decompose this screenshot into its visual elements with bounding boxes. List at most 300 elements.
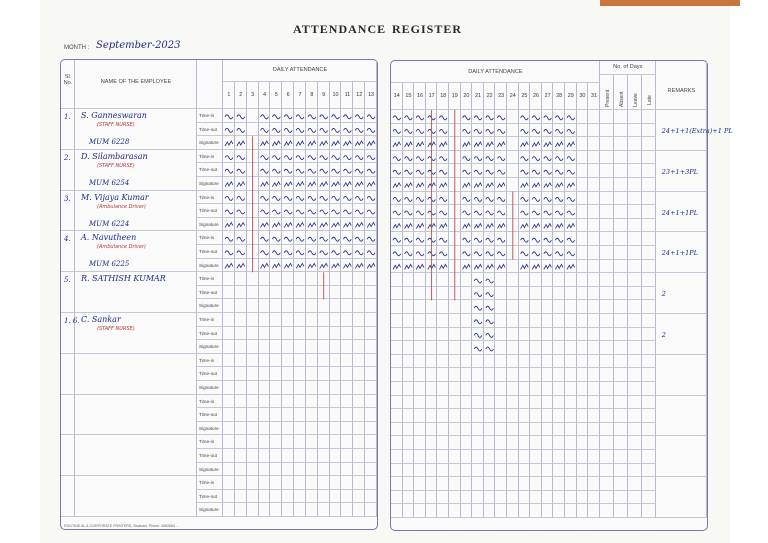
handwritten-mark — [284, 196, 292, 200]
handwritten-mark — [555, 252, 563, 256]
handwritten-mark — [555, 238, 563, 242]
handwritten-mark — [567, 157, 575, 161]
row-label: Time-out — [199, 453, 217, 458]
row-label: Signature — [199, 344, 219, 350]
handwritten-mark — [237, 210, 245, 214]
handwritten-mark — [474, 224, 482, 229]
handwritten-mark — [367, 156, 375, 160]
handwritten-mark — [272, 169, 280, 173]
handwritten-mark — [296, 141, 304, 146]
handwritten-mark — [225, 115, 233, 119]
handwritten-mark — [272, 141, 280, 146]
handwritten-mark — [532, 183, 540, 188]
handwritten-mark — [567, 142, 575, 147]
handwritten-mark — [405, 183, 413, 188]
handwritten-mark — [296, 169, 304, 173]
no-of-days-label: No. of Days — [613, 64, 643, 70]
day-number: 19 — [451, 93, 458, 99]
handwritten-mark — [555, 170, 563, 174]
employee-role: (STAFF NURSE) — [97, 122, 135, 128]
handwritten-mark — [308, 210, 316, 214]
handwritten-mark — [416, 197, 424, 201]
handwritten-mark — [225, 156, 233, 160]
handwritten-mark — [332, 251, 340, 255]
day-number: 31 — [590, 93, 597, 99]
handwritten-mark — [343, 263, 351, 268]
handwritten-mark — [332, 237, 340, 241]
handwritten-mark — [474, 264, 482, 269]
handwritten-mark — [544, 170, 552, 174]
handwritten-mark — [296, 128, 304, 132]
handwritten-mark — [486, 211, 494, 215]
day-number: 30 — [579, 93, 586, 99]
handwritten-mark — [320, 210, 328, 214]
handwritten-mark — [320, 169, 328, 173]
handwritten-mark — [532, 157, 540, 161]
handwritten-mark — [463, 129, 471, 133]
handwritten-mark — [416, 116, 424, 120]
handwritten-mark — [261, 128, 269, 132]
handwritten-mark — [474, 142, 482, 147]
handwritten-mark — [332, 156, 340, 160]
handwritten-mark — [343, 115, 351, 119]
handwritten-mark — [497, 252, 505, 256]
handwritten-mark — [355, 223, 363, 228]
handwritten-mark — [367, 128, 375, 132]
handwritten-mark — [284, 210, 292, 214]
handwritten-mark — [474, 183, 482, 188]
handwritten-mark — [393, 264, 401, 269]
handwritten-mark — [555, 197, 563, 201]
handwritten-mark — [439, 238, 447, 242]
handwritten-mark — [237, 169, 245, 173]
handwritten-mark — [261, 182, 269, 187]
handwritten-mark — [486, 333, 494, 337]
handwritten-mark — [237, 115, 245, 119]
handwritten-mark — [555, 224, 563, 229]
day-number: 7 — [298, 92, 302, 98]
handwritten-mark — [486, 293, 494, 297]
remark-value: 2 — [661, 331, 666, 339]
handwritten-mark — [474, 293, 482, 297]
handwritten-mark — [367, 263, 375, 268]
handwritten-mark — [284, 263, 292, 268]
handwritten-mark — [261, 251, 269, 255]
handwritten-mark — [367, 141, 375, 146]
handwritten-mark — [532, 170, 540, 174]
handwritten-mark — [567, 170, 575, 174]
handwritten-mark — [405, 238, 413, 242]
employee-role: (STAFF NURSE) — [97, 326, 135, 332]
right-page-table — [390, 60, 733, 531]
left-page-table — [60, 59, 378, 530]
handwritten-mark — [225, 128, 233, 132]
handwritten-mark — [555, 129, 563, 133]
handwritten-mark — [308, 182, 316, 187]
handwritten-mark — [486, 264, 494, 269]
handwritten-mark — [308, 263, 316, 268]
handwritten-mark — [355, 169, 363, 173]
handwritten-mark — [367, 237, 375, 241]
handwritten-mark — [261, 196, 269, 200]
handwritten-mark — [497, 211, 505, 215]
handwritten-mark — [567, 197, 575, 201]
remark-value: 24+1+1PL — [661, 249, 698, 258]
handwritten-mark — [416, 224, 424, 229]
handwritten-mark — [261, 115, 269, 119]
handwritten-mark — [272, 196, 280, 200]
handwritten-mark — [532, 224, 540, 229]
handwritten-mark — [486, 347, 494, 351]
row-label: Signature — [199, 385, 219, 390]
handwritten-mark — [343, 223, 351, 228]
handwritten-mark — [261, 141, 269, 146]
handwritten-mark — [463, 157, 471, 161]
handwritten-mark — [486, 238, 494, 242]
handwritten-mark — [355, 128, 363, 132]
handwritten-mark — [284, 169, 292, 173]
day-number: 23 — [498, 93, 505, 99]
handwritten-mark — [416, 129, 424, 133]
day-number: 13 — [368, 92, 375, 98]
handwritten-mark — [405, 142, 413, 147]
row-label: Signature — [199, 466, 219, 472]
handwritten-mark — [544, 238, 552, 242]
handwritten-mark — [332, 223, 340, 228]
employee-id: MUM 6228 — [89, 138, 130, 146]
day-number: 1 — [227, 92, 231, 98]
employee-header-label: NAME OF THE EMPLOYEE — [100, 79, 172, 85]
handwritten-mark — [567, 129, 575, 133]
handwritten-mark — [355, 251, 363, 255]
handwritten-mark — [343, 196, 351, 200]
handwritten-mark — [439, 170, 447, 174]
handwritten-mark — [474, 157, 482, 161]
handwritten-mark — [393, 129, 401, 133]
row-label: Time-in — [199, 276, 215, 282]
day-number: 2 — [239, 92, 243, 98]
daily-attendance-label: DAILY ATTENDANCE — [468, 69, 523, 75]
handwritten-mark — [497, 116, 505, 120]
handwritten-mark — [343, 182, 351, 187]
row-label: Time-out — [199, 249, 217, 254]
handwritten-mark — [497, 183, 505, 188]
handwritten-mark — [463, 197, 471, 201]
handwritten-mark — [567, 116, 575, 120]
day-number: 11 — [344, 92, 351, 98]
handwritten-mark — [544, 211, 552, 215]
handwritten-mark — [284, 128, 292, 132]
handwritten-mark — [296, 237, 304, 241]
handwritten-mark — [439, 116, 447, 120]
handwritten-mark — [225, 223, 233, 228]
day-number: 24 — [509, 93, 516, 99]
handwritten-mark — [355, 196, 363, 200]
handwritten-mark — [332, 182, 340, 187]
row-label: Signature — [199, 181, 219, 186]
handwritten-mark — [463, 238, 471, 242]
handwritten-mark — [272, 210, 280, 214]
handwritten-mark — [272, 115, 280, 119]
handwritten-mark — [474, 333, 482, 337]
handwritten-mark — [439, 142, 447, 147]
day-number: 4 — [262, 92, 266, 98]
day-number: 20 — [463, 93, 470, 99]
handwritten-mark — [405, 211, 413, 215]
handwritten-mark — [284, 223, 292, 228]
handwritten-entries — [391, 61, 707, 530]
handwritten-mark — [393, 224, 401, 229]
handwritten-mark — [567, 238, 575, 242]
handwritten-mark — [544, 183, 552, 188]
handwritten-mark — [405, 170, 413, 174]
handwritten-mark — [308, 223, 316, 228]
handwritten-mark — [474, 252, 482, 256]
handwritten-mark — [367, 182, 375, 187]
handwritten-mark — [367, 223, 375, 228]
handwritten-mark — [261, 210, 269, 214]
handwritten-mark — [567, 211, 575, 215]
row-label: Time-out — [199, 493, 217, 499]
handwritten-mark — [486, 197, 494, 201]
handwritten-mark — [320, 182, 328, 187]
handwritten-mark — [237, 263, 245, 268]
handwritten-mark — [532, 238, 540, 242]
sl-number: 5. — [64, 276, 71, 285]
handwritten-mark — [393, 238, 401, 242]
handwritten-mark — [343, 141, 351, 146]
handwritten-mark — [497, 238, 505, 242]
row-label: Time-in — [199, 398, 215, 404]
handwritten-mark — [521, 264, 529, 269]
handwritten-mark — [486, 129, 494, 133]
month-value: September-2023 — [96, 40, 181, 51]
handwritten-mark — [296, 251, 304, 255]
sl-number: 3. — [64, 194, 71, 203]
handwritten-mark — [393, 142, 401, 147]
day-number: 22 — [486, 93, 493, 99]
handwritten-mark — [393, 183, 401, 188]
day-number: 8 — [310, 92, 314, 98]
handwritten-mark — [532, 197, 540, 201]
handwritten-mark — [320, 141, 328, 146]
handwritten-mark — [521, 157, 529, 161]
handwritten-mark — [225, 237, 233, 241]
handwritten-mark — [532, 129, 540, 133]
handwritten-mark — [544, 116, 552, 120]
handwritten-mark — [416, 252, 424, 256]
handwritten-mark — [308, 237, 316, 241]
handwritten-mark — [320, 223, 328, 228]
handwritten-mark — [367, 210, 375, 214]
handwritten-mark — [405, 264, 413, 269]
handwritten-mark — [225, 182, 233, 187]
leave-label: Leave — [632, 93, 639, 107]
handwritten-mark — [308, 169, 316, 173]
handwritten-mark — [416, 238, 424, 242]
handwritten-mark — [343, 156, 351, 160]
handwritten-mark — [521, 252, 529, 256]
handwritten-mark — [439, 183, 447, 188]
employee-name: D. Silambarasan — [81, 151, 148, 161]
handwritten-mark — [296, 196, 304, 200]
day-number: 5 — [274, 92, 278, 98]
handwritten-mark — [405, 252, 413, 256]
printer-footer: ROUTINE AL & CORPORATE PRINTERS, Sivakasi. Phone: 4562684 ... — [64, 524, 180, 528]
handwritten-mark — [474, 129, 482, 133]
handwritten-mark — [272, 237, 280, 241]
handwritten-mark — [532, 116, 540, 120]
handwritten-mark — [355, 156, 363, 160]
handwritten-mark — [320, 237, 328, 241]
handwritten-mark — [332, 128, 340, 132]
employee-name: R. SATHISH KUMAR — [81, 274, 166, 284]
employee-role: (STAFF NURSE) — [97, 162, 135, 169]
handwritten-mark — [497, 264, 505, 269]
handwritten-mark — [332, 196, 340, 200]
handwritten-mark — [405, 116, 413, 120]
handwritten-mark — [284, 156, 292, 160]
handwritten-mark — [486, 142, 494, 147]
handwritten-mark — [416, 211, 424, 215]
handwritten-mark — [393, 170, 401, 174]
month-label: MONTH : — [64, 45, 90, 51]
employee-name: C. Sankar — [81, 315, 121, 324]
row-label: Time-out — [199, 371, 217, 377]
handwritten-mark — [405, 129, 413, 133]
handwritten-mark — [497, 224, 505, 229]
handwritten-mark — [521, 170, 529, 174]
handwritten-mark — [521, 224, 529, 229]
handwritten-mark — [463, 142, 471, 147]
handwritten-mark — [355, 210, 363, 214]
handwritten-mark — [296, 115, 304, 119]
absent-label: Absent — [618, 91, 625, 107]
day-number: 17 — [428, 93, 435, 99]
handwritten-mark — [405, 197, 413, 201]
handwritten-mark — [405, 157, 413, 161]
sl-number: 1. — [64, 113, 71, 121]
handwritten-mark — [474, 320, 482, 324]
handwritten-mark — [320, 128, 328, 132]
sl-number: 4. — [64, 235, 71, 244]
day-number: 21 — [474, 93, 481, 99]
handwritten-mark — [355, 182, 363, 187]
handwritten-mark — [463, 183, 471, 188]
handwritten-mark — [332, 210, 340, 214]
handwritten-mark — [296, 182, 304, 187]
handwritten-mark — [367, 115, 375, 119]
remark-value: 24+1+1(Extra)+1 PL — [661, 127, 733, 135]
day-number: 12 — [356, 92, 363, 98]
handwritten-mark — [332, 169, 340, 173]
handwritten-mark — [272, 128, 280, 132]
handwritten-mark — [486, 157, 494, 161]
handwritten-mark — [497, 129, 505, 133]
handwritten-mark — [343, 128, 351, 132]
handwritten-mark — [439, 157, 447, 161]
handwritten-mark — [237, 251, 245, 255]
handwritten-mark — [296, 223, 304, 228]
handwritten-mark — [486, 170, 494, 174]
handwritten-mark — [463, 116, 471, 120]
handwritten-mark — [332, 141, 340, 146]
handwritten-mark — [296, 210, 304, 214]
handwritten-mark — [272, 251, 280, 255]
handwritten-mark — [343, 237, 351, 241]
handwritten-mark — [439, 129, 447, 133]
handwritten-mark — [237, 182, 245, 187]
handwritten-mark — [367, 169, 375, 173]
handwritten-mark — [474, 306, 482, 310]
handwritten-mark — [393, 116, 401, 120]
handwritten-mark — [463, 170, 471, 174]
employee-role: (Ambulance Driver) — [97, 244, 146, 251]
handwritten-mark — [320, 251, 328, 255]
day-number: 27 — [544, 93, 551, 99]
handwritten-mark — [225, 251, 233, 255]
daily-attendance-label: DAILY ATTENDANCE — [272, 67, 328, 73]
row-label: Time-out — [199, 208, 217, 214]
row-label: Signature — [199, 221, 219, 227]
handwritten-mark — [555, 116, 563, 120]
handwritten-mark — [308, 251, 316, 255]
handwritten-mark — [567, 224, 575, 229]
handwritten-mark — [521, 238, 529, 242]
handwritten-mark — [296, 156, 304, 160]
handwritten-mark — [261, 237, 269, 241]
day-number: 10 — [332, 92, 339, 98]
employee-name: M. Vijaya Kumar — [81, 192, 149, 202]
handwritten-mark — [555, 157, 563, 161]
handwritten-mark — [416, 157, 424, 161]
handwritten-entries — [61, 60, 377, 529]
late-label: Late — [646, 95, 653, 105]
day-number: 16 — [416, 93, 423, 99]
handwritten-mark — [332, 263, 340, 268]
row-label: Time-in — [199, 113, 215, 118]
handwritten-mark — [555, 211, 563, 215]
handwritten-mark — [521, 129, 529, 133]
remark-value: 2 — [661, 290, 666, 299]
handwritten-mark — [555, 142, 563, 147]
handwritten-mark — [486, 306, 494, 310]
handwritten-mark — [355, 141, 363, 146]
handwritten-mark — [567, 264, 575, 269]
handwritten-mark — [521, 197, 529, 201]
handwritten-mark — [284, 115, 292, 119]
day-number: 15 — [405, 93, 412, 99]
handwritten-mark — [284, 237, 292, 241]
title-register: REGISTER — [392, 22, 463, 36]
sl-number: 1. 6. — [64, 317, 80, 325]
handwritten-mark — [308, 141, 316, 146]
handwritten-mark — [463, 224, 471, 229]
handwritten-mark — [367, 251, 375, 255]
day-number: 6 — [286, 92, 290, 98]
handwritten-mark — [320, 263, 328, 268]
handwritten-mark — [405, 224, 413, 229]
day-number: 28 — [556, 93, 563, 99]
present-label: Present — [604, 89, 611, 107]
handwritten-mark — [343, 169, 351, 173]
day-number: 29 — [567, 93, 574, 99]
handwritten-mark — [474, 279, 482, 283]
handwritten-mark — [555, 264, 563, 269]
handwritten-mark — [486, 116, 494, 120]
employee-id: MUM 6224 — [89, 219, 130, 228]
handwritten-mark — [272, 156, 280, 160]
